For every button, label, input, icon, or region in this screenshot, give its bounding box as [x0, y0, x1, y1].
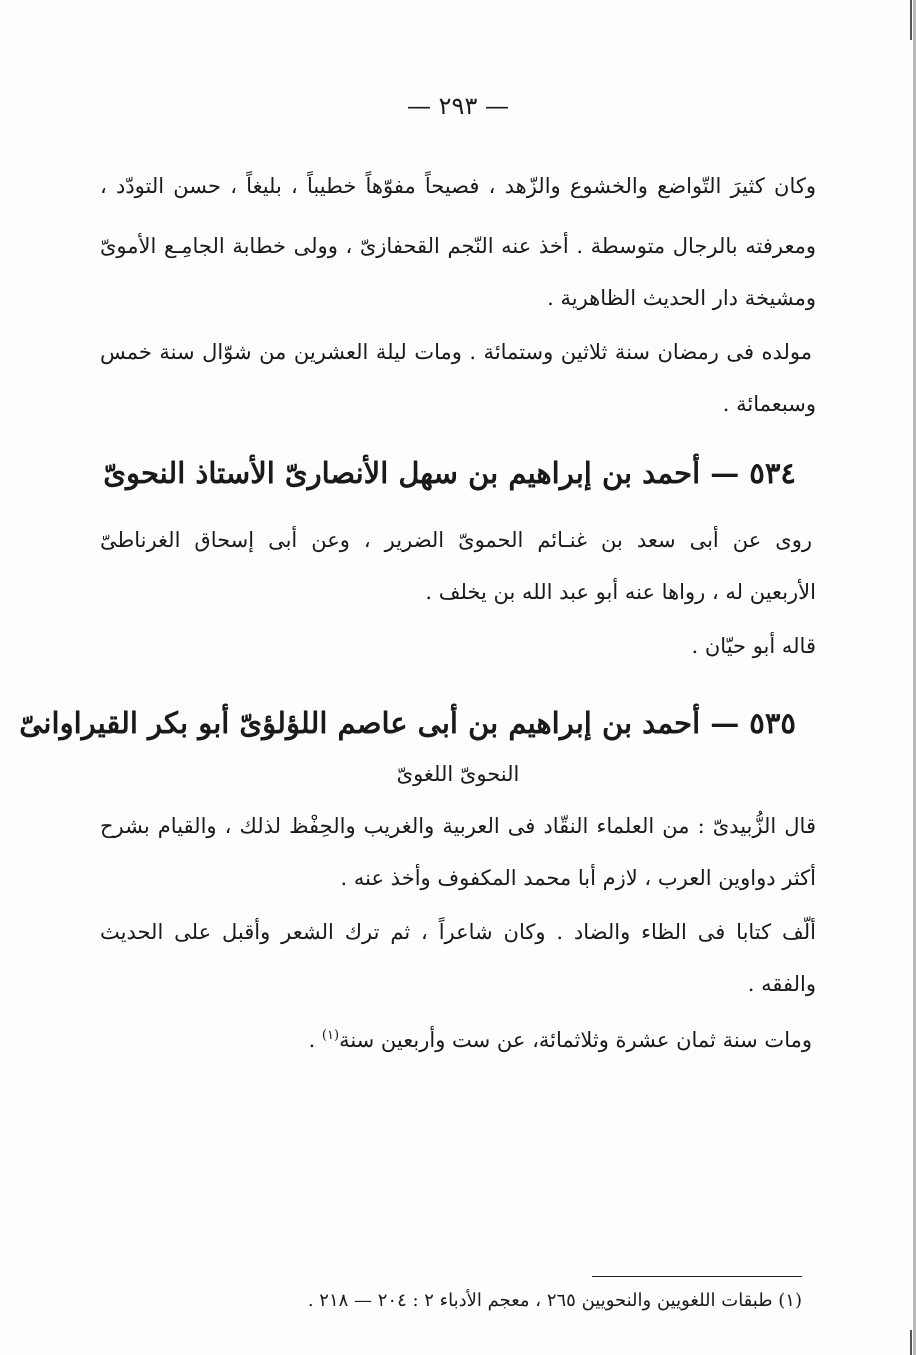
scan-mark-top — [910, 0, 912, 40]
entry-535-title: — أحمد بن إبراهيم بن أبى عاصم اللؤلؤىّ أبو بكر القيراوانىّ — [19, 706, 740, 740]
entry-535-number: ٥٣٥ — [749, 706, 796, 740]
entry-535-line-1: قال الزُّبيدىّ : من العلماء النقّاد فى العربية والغريب والحِفْظ لذلك ، والقيام بشرح — [100, 814, 816, 838]
entry-534-number: ٥٣٤ — [749, 456, 796, 490]
intro-line-4: مولده فى رمضان سنة ثلاثين وستمائة . ومات ليلة العشرين من شوّال سنة خمس — [100, 340, 812, 364]
intro-line-3: ومشيخة دار الحديث الظاهرية . — [547, 286, 816, 310]
intro-line-2: ومعرفته بالرجال متوسطة . أخذ عنه النّجم القحفازىّ ، وولى خطابة الجامِـع الأموىّ — [100, 234, 816, 258]
entry-534-heading — [100, 448, 796, 498]
entry-535-heading — [19, 698, 796, 748]
entry-534-line-2: الأربعين له ، رواها عنه أبو عبد الله بن يخلف . — [425, 580, 816, 604]
footnote-divider — [592, 1276, 802, 1277]
sentence-end-period: . — [308, 1028, 322, 1052]
entry-535-line-4: والفقه . — [747, 972, 816, 996]
entry-535-subtitle: النحوىّ اللغوىّ — [396, 762, 520, 786]
entry-534-title: — أحمد بن إبراهيم بن سهل الأنصارىّ الأستاذ النحوىّ — [103, 456, 740, 490]
intro-line-1: وكان كثيرَ التّواضع والخشوع والزّهد ، فصيحاً مفوّهاً خطيباً ، بليغاً ، حسن التودّد ، — [100, 174, 816, 198]
entry-535-line-2: أكثر دواوين العرب ، لازم أبا محمد المكفوف وأخذ عنه . — [340, 866, 816, 890]
scan-mark-bottom — [910, 1330, 912, 1355]
footnote-text: (١) طبقات اللغويين والنحويين ٢٦٥ ، معجم الأدباء ٢ : ٢٠٤ — ٢١٨ . — [307, 1290, 802, 1311]
entry-534-line-1: روى عن أبى سعد بن غنـائم الحموىّ الضرير ، وعن أبى إسحاق الغرناطىّ — [100, 528, 812, 552]
page-number: — ٢٩٣ — — [407, 92, 509, 120]
footnote-reference: (١) — [321, 1028, 340, 1043]
entry-535-last-sentence: ومات سنة ثمان عشرة وثلاثمائة، عن ست وأربعين سنة — [339, 1028, 812, 1052]
entry-535-line-3: ألّف كتابا فى الظاء والضاد . وكان شاعراً ، ثم ترك الشعر وأقبل على الحديث — [100, 920, 816, 944]
entry-534-line-3: قاله أبو حيّان . — [691, 634, 816, 658]
intro-line-5: وسبعمائة . — [722, 392, 816, 416]
entry-535-line-5 — [96, 1016, 812, 1060]
